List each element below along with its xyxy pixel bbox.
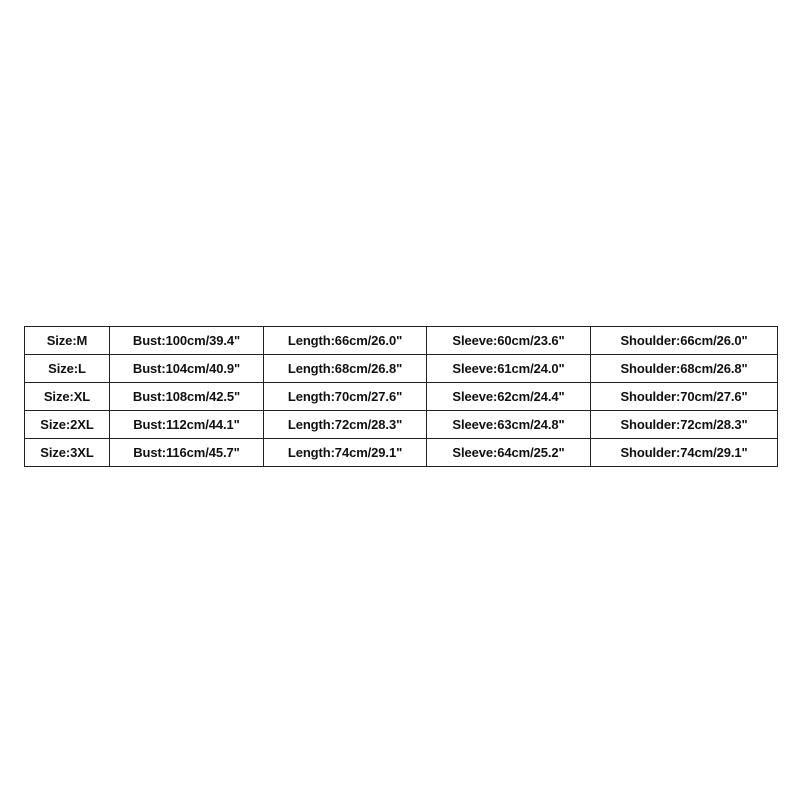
shoulder-cell: Shoulder:68cm/26.8" — [591, 355, 778, 383]
sleeve-cell: Sleeve:63cm/24.8" — [427, 411, 591, 439]
table-row — [25, 355, 778, 383]
table-row — [25, 327, 778, 355]
length-cell: Length:68cm/26.8" — [264, 355, 427, 383]
sleeve-cell: Sleeve:61cm/24.0" — [427, 355, 591, 383]
shoulder-cell: Shoulder:74cm/29.1" — [591, 439, 778, 467]
bust-cell: Bust:108cm/42.5" — [110, 383, 264, 411]
table-row — [25, 439, 778, 467]
shoulder-cell: Shoulder:70cm/27.6" — [591, 383, 778, 411]
length-cell: Length:72cm/28.3" — [264, 411, 427, 439]
bust-cell: Bust:100cm/39.4" — [110, 327, 264, 355]
bust-cell: Bust:116cm/45.7" — [110, 439, 264, 467]
bust-cell: Bust:104cm/40.9" — [110, 355, 264, 383]
table-row — [25, 411, 778, 439]
length-cell: Length:74cm/29.1" — [264, 439, 427, 467]
size-cell: Size:M — [25, 327, 110, 355]
length-cell: Length:70cm/27.6" — [264, 383, 427, 411]
sleeve-cell: Sleeve:60cm/23.6" — [427, 327, 591, 355]
table-row — [25, 383, 778, 411]
sleeve-cell: Sleeve:64cm/25.2" — [427, 439, 591, 467]
size-cell: Size:2XL — [25, 411, 110, 439]
size-cell: Size:L — [25, 355, 110, 383]
size-chart-table — [24, 326, 778, 467]
size-cell: Size:3XL — [25, 439, 110, 467]
bust-cell: Bust:112cm/44.1" — [110, 411, 264, 439]
shoulder-cell: Shoulder:66cm/26.0" — [591, 327, 778, 355]
length-cell: Length:66cm/26.0" — [264, 327, 427, 355]
size-cell: Size:XL — [25, 383, 110, 411]
shoulder-cell: Shoulder:72cm/28.3" — [591, 411, 778, 439]
sleeve-cell: Sleeve:62cm/24.4" — [427, 383, 591, 411]
